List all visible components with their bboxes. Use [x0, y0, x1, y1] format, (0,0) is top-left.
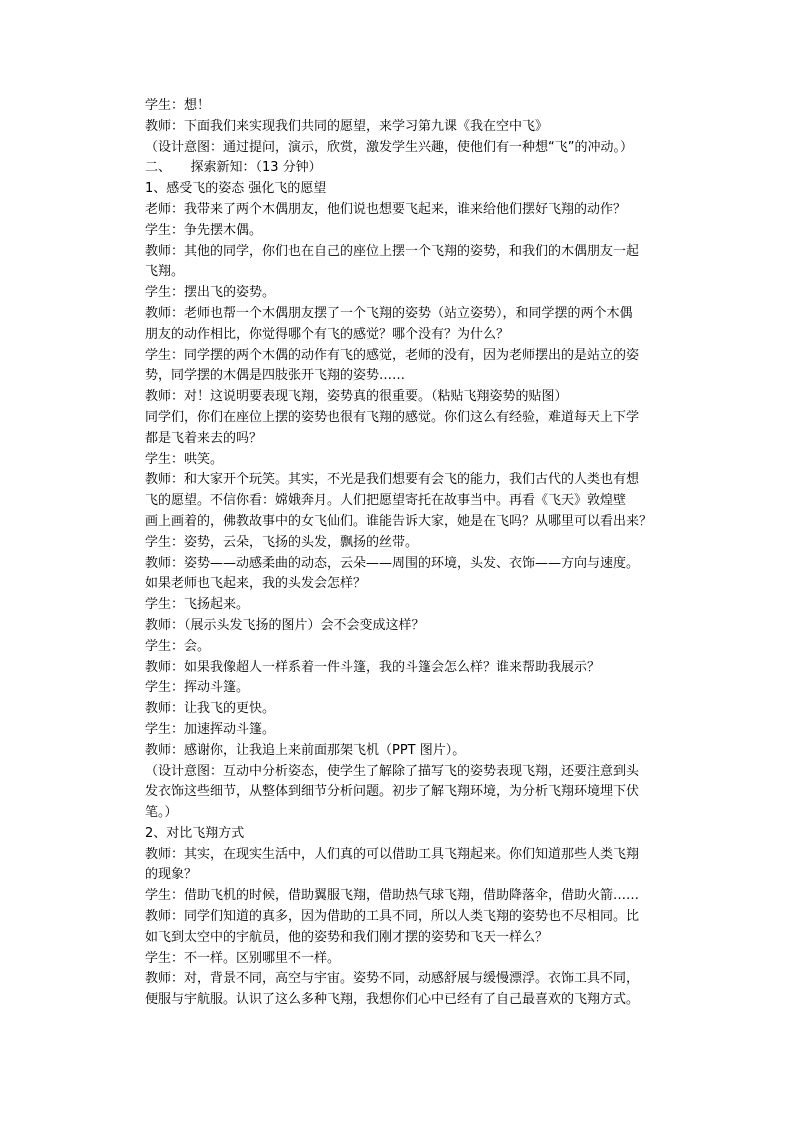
- text-line: 2、对比飞翔方式: [145, 825, 245, 841]
- text-line: 学生：姿势，云朵，飞扬的头发，飘扬的丝带。: [145, 534, 419, 550]
- text-line: 发衣饰这些细节，从整体到细节分析问题。初步了解飞翔环境，为分析飞翔环境埋下伏: [145, 784, 640, 800]
- text-line: 朋友的动作相比，你觉得哪个有飞的感觉？哪个没有？为什么？: [145, 326, 510, 342]
- text-line: 教师：对，背景不同，高空与宇宙。姿势不同，动感舒展与缓慢漂浮。衣饰工具不同，: [145, 971, 640, 987]
- text-line: 都是飞着来去的吗？: [145, 430, 263, 446]
- text-line: 笔。）: [145, 805, 178, 821]
- text-line: 势，同学摆的木偶是四肢张开飞翔的姿势……: [145, 368, 406, 384]
- text-line: 学生：会。: [145, 638, 211, 654]
- text-line: 二、 探索新知：（13 分钟）: [145, 160, 322, 176]
- text-line: 学生：争先摆木偶。: [145, 222, 263, 238]
- text-line: 教师：其他的同学，你们也在自己的座位上摆一个飞翔的姿势，和我们的木偶朋友一起: [145, 243, 640, 259]
- text-line: 学生：飞扬起来。: [145, 597, 250, 613]
- text-line: 学生：挥动斗篷。: [145, 680, 250, 696]
- text-line: 学生：同学摆的两个木偶的动作有飞的感觉，老师的没有，因为老师摆出的是站立的姿: [145, 347, 640, 363]
- text-line: 学生：加速挥动斗篷。: [145, 721, 276, 737]
- text-line: 教师：让我飞的更快。: [145, 701, 276, 717]
- text-line: 学生：想！: [145, 98, 211, 113]
- text-line: 教师：感谢你，让我追上来前面那架飞机（PPT 图片）。: [145, 742, 466, 758]
- text-line: 教师：姿势——动感柔曲的动态，云朵——周围的环境，头发、衣饰——方向与速度。: [145, 555, 640, 571]
- text-line: 学生：摆出飞的姿势。: [145, 285, 276, 301]
- text-line: 如果老师也飞起来，我的头发会怎样？: [145, 576, 367, 592]
- text-line: 学生：哄笑。: [145, 451, 224, 467]
- text-line: 便服与宇航服。认识了这么多种飞翔，我想你们心中已经有了自己最喜欢的飞翔方式。: [145, 992, 640, 1008]
- text-line: 教师：（展示头发飞扬的图片）会不会变成这样？: [145, 617, 425, 633]
- text-line: 画上画着的，佛教故事中的女飞仙们。谁能告诉大家，她是在飞吗？从哪里可以看出来？: [145, 513, 653, 529]
- text-line: 如飞到太空中的宇航员，他的姿势和我们刚才摆的姿势和飞天一样么？: [145, 929, 549, 945]
- text-line: 教师：如果我像超人一样系着一件斗篷，我的斗篷会怎么样？谁来帮助我展示？: [145, 659, 601, 675]
- text-line: 飞翔。: [145, 264, 185, 280]
- text-line: 教师：老师也帮一个木偶朋友摆了一个飞翔的姿势（站立姿势），和同学摆的两个木偶: [145, 305, 633, 321]
- text-line: 教师：下面我们来实现我们共同的愿望，来学习第九课《我在空中飞》: [145, 118, 549, 134]
- text-line: 的现象？: [145, 867, 198, 883]
- text-line: 教师：对！这说明要表现飞翔，姿势真的很重要。（粘贴飞翔姿势的贴图）: [145, 389, 568, 405]
- text-line: （设计意图：互动中分析姿态，使学生了解除了描写飞的姿势表现飞翔，还要注意到头: [145, 763, 640, 779]
- text-line: 1、感受飞的姿态 强化飞的愿望: [145, 181, 327, 197]
- text-line: 教师：同学们知道的真多，因为借助的工具不同，所以人类飞翔的姿势也不尽相同。比: [145, 909, 640, 925]
- text-line: 老师：我带来了两个木偶朋友，他们说也想要飞起来，谁来给他们摆好飞翔的动作？: [145, 201, 627, 217]
- text-line: 飞的愿望。不信你看：嫦娥奔月。人们把愿望寄托在故事当中。再看《飞天》敦煌壁: [145, 493, 627, 509]
- text-line: 教师：其实，在现实生活中，人们真的可以借助工具飞翔起来。你们知道那些人类飞翔: [145, 846, 640, 862]
- text-line: 教师：和大家开个玩笑。其实，不光是我们想要有会飞的能力，我们古代的人类也有想: [145, 472, 640, 488]
- text-line: （设计意图：通过提问，演示，欣赏，激发学生兴趣，使他们有一种想“飞”的冲动。）: [145, 139, 633, 155]
- document-body: [145, 96, 685, 1011]
- text-line: 同学们，你们在座位上摆的姿势也很有飞翔的感觉。你们这么有经验，难道每天上下学: [145, 409, 640, 425]
- text-line: 学生：不一样。区别哪里不一样。: [145, 950, 341, 966]
- text-line: 学生：借助飞机的时候，借助翼服飞翔，借助热气球飞翔，借助降落伞，借助火箭……: [145, 888, 640, 904]
